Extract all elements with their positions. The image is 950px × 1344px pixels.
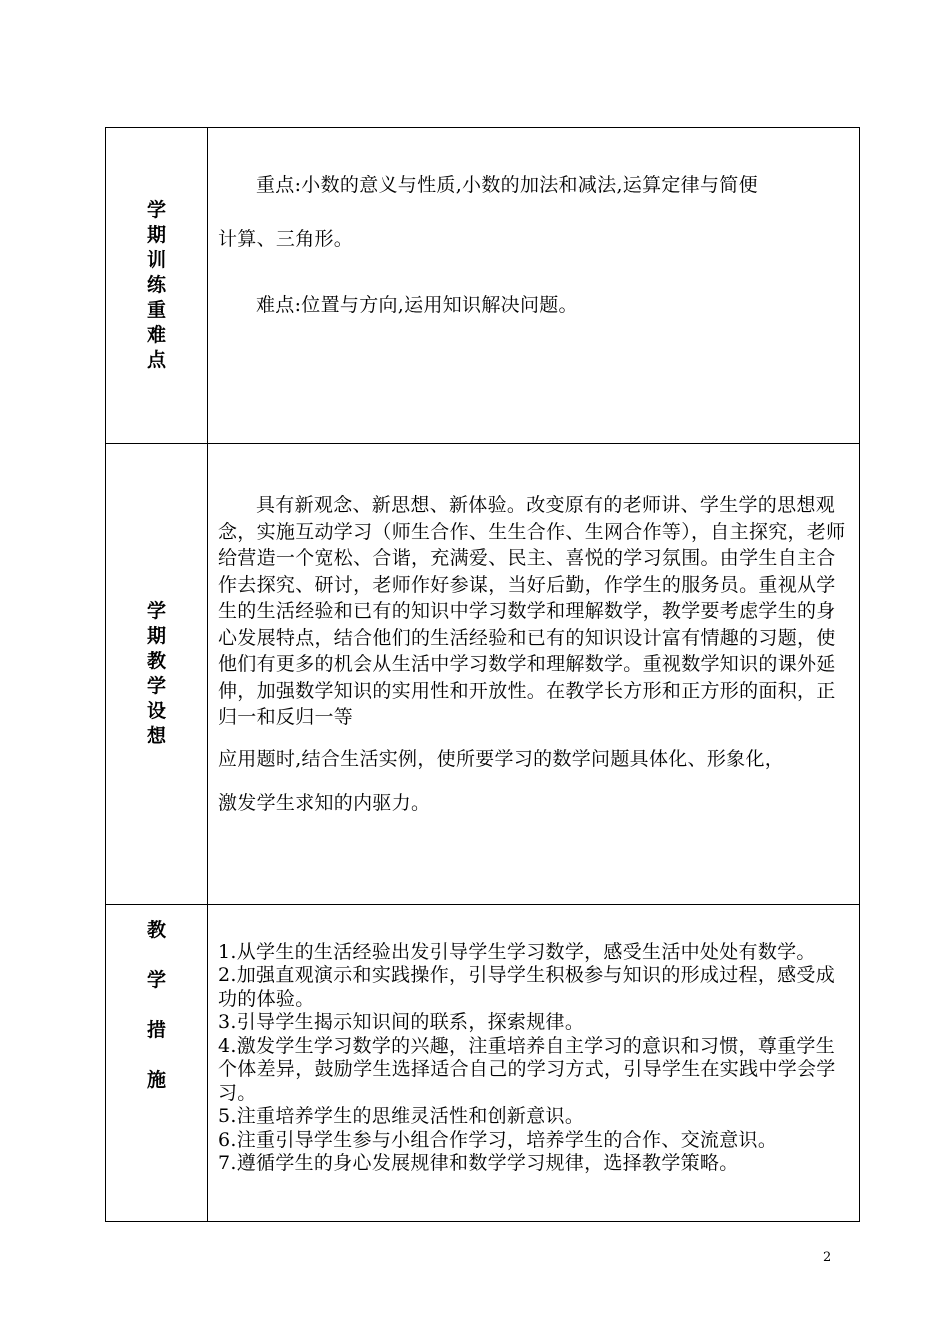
key-points-label-cell: [106, 128, 208, 444]
key-points-content: [208, 128, 860, 444]
teaching-plan-row: [106, 444, 860, 904]
teaching-plan-content: [208, 444, 860, 904]
teaching-plan-body: 具有新观念、新思想、新体验。改变原有的老师讲、学生学的思想观念，实施互动学习（师生合作、生生合作、生网合作等），自主探究，老师给营造一个宽松、合谐，充满爱、民主、喜悦的学习氛围。由学生自主合作去探究、研讨，老师作好参谋，当好后勤，作学生的服务员。重视从学生的生活经验和已有的知识中学习数学和理解数学，教学要考虑学生的身心发展特点，结合他们的生活经验和已有的知识设计富有情趣的习题，使他们有更多的机会从生活中学习数学和理解数学。重视数学知识的课外延伸，加强数学知识的实用性和开放性。在教学长方形和正方形的面积，正归一和反归一等: [218, 494, 846, 729]
list-item: 6.注重引导学生参与小组合作学习，培养学生的合作、交流意识。: [218, 1128, 778, 1151]
teaching-plan-label-cell: [106, 444, 208, 904]
label-char: 练: [146, 274, 166, 297]
measures-content: [208, 904, 860, 1221]
focus-line-2: 计算、三角形。: [218, 228, 354, 250]
list-item: 5.注重培养学生的思维灵活性和创新意识。: [218, 1105, 585, 1128]
plan-table: [105, 127, 860, 1222]
teaching-plan-label: [147, 599, 166, 749]
measures-label-cell: [106, 904, 208, 1221]
key-points-label: [147, 198, 166, 373]
label-char: 措: [146, 1018, 166, 1041]
measures-list: [218, 941, 849, 1176]
list-item: 7.遵循学生的身心发展规律和数学学习规律，选择教学策略。: [218, 1152, 739, 1175]
measures-label: [147, 905, 166, 1105]
label-char: 施: [146, 1068, 166, 1091]
label-char: 学: [146, 599, 166, 622]
label-char: 训: [146, 249, 166, 272]
label-char: 设: [146, 699, 166, 722]
label-char: 难: [146, 324, 166, 347]
list-item: 4.激发学生学习数学的兴趣，注重培养自主学习的意识和习惯，尊重学生个体差异，鼓励学生选择适合自己的学习方式，引导学生在实践中学会学习。: [218, 1034, 836, 1104]
label-char: 学: [146, 199, 166, 222]
label-char: 教: [146, 918, 166, 941]
page-number: 2: [823, 1250, 832, 1265]
difficulty-text: 难点:位置与方向,运用知识解决问题。: [256, 294, 578, 316]
list-item: 3.引导学生揭示知识间的联系，探索规律。: [218, 1011, 585, 1034]
list-item: 1.从学生的生活经验出发引导学生学习数学，感受生活中处处有数学。: [218, 940, 816, 963]
key-points-row: [106, 128, 860, 444]
focus-line-1: 重点:小数的意义与性质,小数的加法和减法,运算定律与简便: [256, 174, 758, 196]
label-char: 想: [146, 724, 166, 747]
label-char: 教: [146, 649, 166, 672]
teaching-plan-tail-2: 激发学生求知的内驱力。: [218, 791, 431, 814]
label-char: 重: [146, 299, 166, 322]
label-char: 点: [146, 349, 166, 372]
label-char: 学: [146, 968, 166, 991]
teaching-plan-tail-1: 应用题时,结合生活实例，使所要学习的数学问题具体化、形象化，: [218, 747, 785, 770]
label-char: 学: [146, 674, 166, 697]
measures-row: [106, 904, 860, 1221]
label-char: 期: [146, 224, 166, 247]
label-char: 期: [146, 624, 166, 647]
list-item: 2.加强直观演示和实践操作，引导学生积极参与知识的形成过程，感受成功的体验。: [218, 964, 836, 1010]
